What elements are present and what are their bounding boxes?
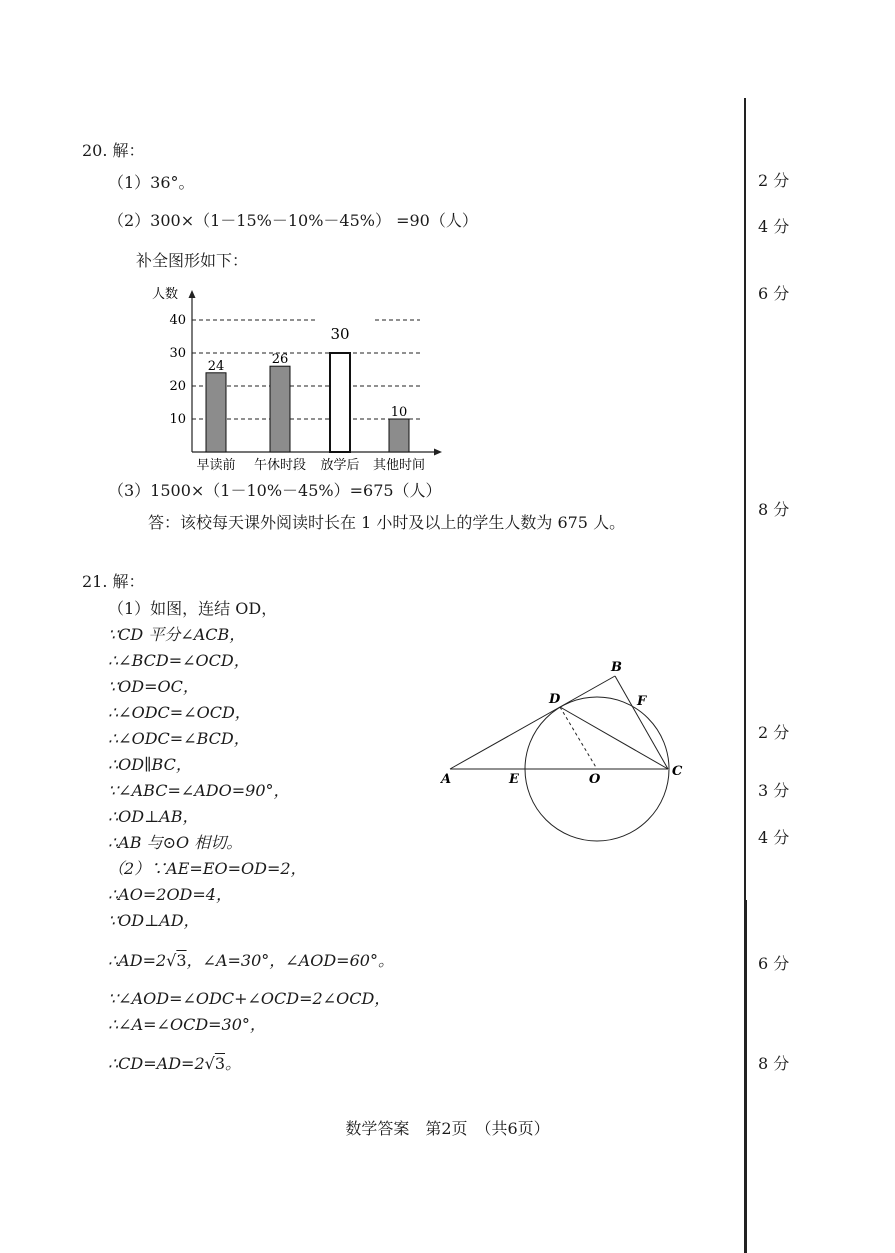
label-f: F — [637, 694, 647, 709]
ad-prefix: ∴AD=2 — [108, 951, 167, 970]
score-21-1: 2 分 — [758, 723, 790, 742]
cd-prefix: ∴CD=AD=2 — [108, 1054, 205, 1073]
q21-number: 21. 解： — [82, 572, 145, 591]
q21-line-2: ∵CD 平分∠ACB， — [108, 625, 246, 644]
q21-line-12: ∴AO=2OD=4， — [108, 885, 232, 904]
geometry-figure — [430, 650, 690, 850]
q21-line-3: ∴∠BCD=∠OCD， — [108, 651, 250, 670]
y-tick-label-40: 40 — [169, 313, 186, 328]
bar-value-label-1: 24 — [207, 358, 225, 374]
q21-line-aod: ∵∠AOD=∠ODC+∠OCD=2∠OCD， — [108, 989, 391, 1008]
label-b: B — [611, 660, 622, 675]
q20-fill-note: 补全图形如下： — [136, 251, 249, 270]
q20-part2: （2）300×（1－15%－10%－45%） =90（人） — [108, 211, 478, 230]
q20-number: 20. 解： — [82, 141, 145, 160]
page-footer: 数学答案 第2页 （共6页） — [345, 1119, 550, 1138]
ad-suffix: ，∠A=30°，∠AOD=60°。 — [186, 951, 394, 970]
q21-line-ad: ∴AD=2√3，∠A=30°，∠AOD=60°。 — [108, 951, 394, 970]
cd-suffix: 。 — [225, 1054, 242, 1073]
q20-part1: （1）36°。 — [108, 173, 195, 192]
q21-line-9: ∴OD⊥AB， — [108, 807, 199, 826]
segment-bc — [615, 676, 668, 769]
score-21-2: 3 分 — [758, 781, 790, 800]
segment-od — [560, 707, 597, 769]
q20-part3: （3）1500×（1－10%－45%）=675（人） — [108, 481, 442, 500]
x-category-label-4: 其他时间 — [372, 458, 426, 473]
bar-3 — [330, 353, 350, 452]
x-category-label-2: 午休时段 — [253, 458, 307, 473]
score-21-4: 6 分 — [758, 954, 790, 973]
segment-dc — [560, 707, 668, 769]
score-21-5: 8 分 — [758, 1054, 790, 1073]
y-tick-label-30: 30 — [169, 346, 186, 361]
score-20-3: 6 分 — [758, 284, 790, 303]
bar-1 — [206, 373, 226, 452]
score-20-2: 4 分 — [758, 217, 790, 236]
y-tick-label-10: 10 — [169, 412, 186, 427]
y-axis-label: 人数 — [152, 287, 179, 302]
ad-radicand: 3 — [176, 951, 187, 970]
bar-value-label-4: 10 — [390, 405, 408, 420]
bar-2 — [270, 366, 290, 452]
geometry-svg — [430, 650, 690, 850]
label-e: E — [509, 772, 519, 787]
bar-chart — [150, 282, 450, 477]
q21-line-4: ∵OD=OC， — [108, 677, 199, 696]
label-a: A — [441, 772, 452, 787]
score-20-1: 2 分 — [758, 171, 790, 190]
q21-line-7: ∴OD∥BC， — [108, 755, 192, 774]
y-tick-label-20: 20 — [169, 379, 186, 394]
q21-line-1: （1）如图，连结 OD， — [108, 599, 278, 618]
score-column-divider-lower — [746, 900, 747, 1253]
segment-ab — [450, 676, 615, 769]
bar-value-label-3: 30 — [330, 325, 350, 343]
q21-line-8: ∵∠ABC=∠ADO=90°， — [108, 781, 290, 800]
q21-line-cd: ∴CD=AD=2√3。 — [108, 1054, 242, 1073]
label-d: D — [549, 692, 561, 707]
score-21-3: 4 分 — [758, 828, 790, 847]
x-axis-arrow — [434, 449, 442, 456]
q21-line-11: （2）∵AE=EO=OD=2， — [108, 859, 307, 878]
q21-line-10: ∴AB 与⊙O 相切。 — [108, 833, 243, 852]
x-category-label-1: 早读前 — [196, 458, 236, 473]
y-axis-arrow — [189, 290, 196, 298]
bar-chart-svg — [150, 282, 450, 477]
q21-line-6: ∴∠ODC=∠BCD， — [108, 729, 250, 748]
cd-radicand: 3 — [214, 1054, 226, 1073]
score-20-4: 8 分 — [758, 500, 790, 519]
label-c: C — [672, 764, 683, 779]
q21-line-a: ∴∠A=∠OCD=30°， — [108, 1015, 266, 1034]
q21-line-5: ∴∠ODC=∠OCD， — [108, 703, 251, 722]
bar-value-label-2: 26 — [271, 352, 289, 368]
x-category-label-3: 放学后 — [320, 458, 360, 473]
q21-line-13: ∵OD⊥AD， — [108, 911, 200, 930]
bar-4 — [389, 419, 409, 452]
label-o: O — [589, 772, 601, 787]
q20-answer: 答：该校每天课外阅读时长在 1 小时及以上的学生人数为 675 人。 — [148, 513, 626, 532]
